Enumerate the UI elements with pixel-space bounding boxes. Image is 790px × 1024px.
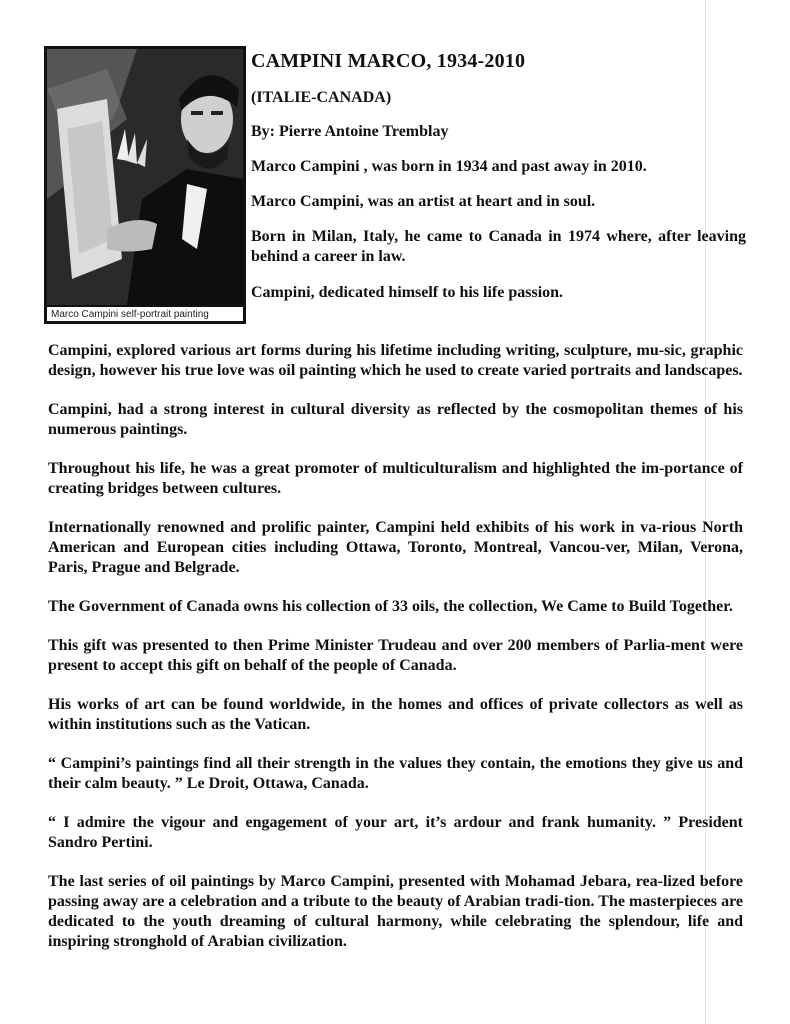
body-paragraph: Campini, explored various art forms during his lifetime including writing, sculpture, mu-sic, graphic design, however his true love was oil painting which he used to create varied portraits and landscapes. (48, 342, 743, 379)
body-paragraph: Campini, had a strong interest in cultural diversity as reflected by the cosmopolitan themes of his numerous paintings. (48, 401, 743, 438)
intro-paragraph: Born in Milan, Italy, he came to Canada in 1974 where, after leaving behind a career in law. (251, 228, 746, 265)
image-caption: Marco Campini self-portrait painting (47, 305, 243, 321)
portrait-painting (47, 49, 243, 305)
intro-paragraph: Marco Campini, was an artist at heart and in soul. (251, 193, 596, 210)
body-paragraph: Internationally renowned and prolific painter, Campini held exhibits of his work in va-rious North American and European cities including Ottawa, Toronto, Montreal, Vancou-ver, Milan, Verona, Paris, Prague and Belgrade. (48, 519, 743, 576)
body-paragraph: The last series of oil paintings by Marco Campini, presented with Mohamad Jebara, rea-lized before passing away are a celebration and a tribute to the beauty of Arabian tradi-tion. The masterpieces are dedicated to the youth dreaming of cultural harmony, while celebrating the splendour, life and inspiring stronghold of Arabian civilization. (48, 873, 743, 950)
body-paragraph: His works of art can be found worldwide, in the homes and offices of private collectors as well as within institutions such as the Vatican. (48, 696, 743, 733)
article-body (48, 341, 743, 971)
self-portrait-image (44, 46, 246, 324)
article-byline: By: Pierre Antoine Tremblay (251, 123, 449, 140)
quote-paragraph: “ Campini’s paintings find all their strength in the values they contain, the emotions they give us and their calm beauty. ” Le Droit, Ottawa, Canada. (48, 755, 743, 792)
body-paragraph: This gift was presented to then Prime Minister Trudeau and over 200 members of Parlia-ment were present to accept this gift on behalf of the people of Canada. (48, 637, 743, 674)
intro-paragraph: Campini, dedicated himself to his life passion. (251, 284, 564, 301)
intro-paragraph: Marco Campini , was born in 1934 and past away in 2010. (251, 158, 647, 175)
quote-paragraph: “ I admire the vigour and engagement of your art, it’s ardour and frank humanity. ” President Sandro Pertini. (48, 814, 743, 851)
article-title: CAMPINI MARCO, 1934-2010 (251, 50, 526, 72)
body-paragraph: Throughout his life, he was a great promoter of multiculturalism and highlighted the im-portance of creating bridges between cultures. (48, 460, 743, 497)
article-subtitle: (ITALIE-CANADA) (251, 89, 392, 106)
article-header (251, 48, 746, 303)
body-paragraph: The Government of Canada owns his collection of 33 oils, the collection, We Came to Build Together. (48, 598, 733, 615)
